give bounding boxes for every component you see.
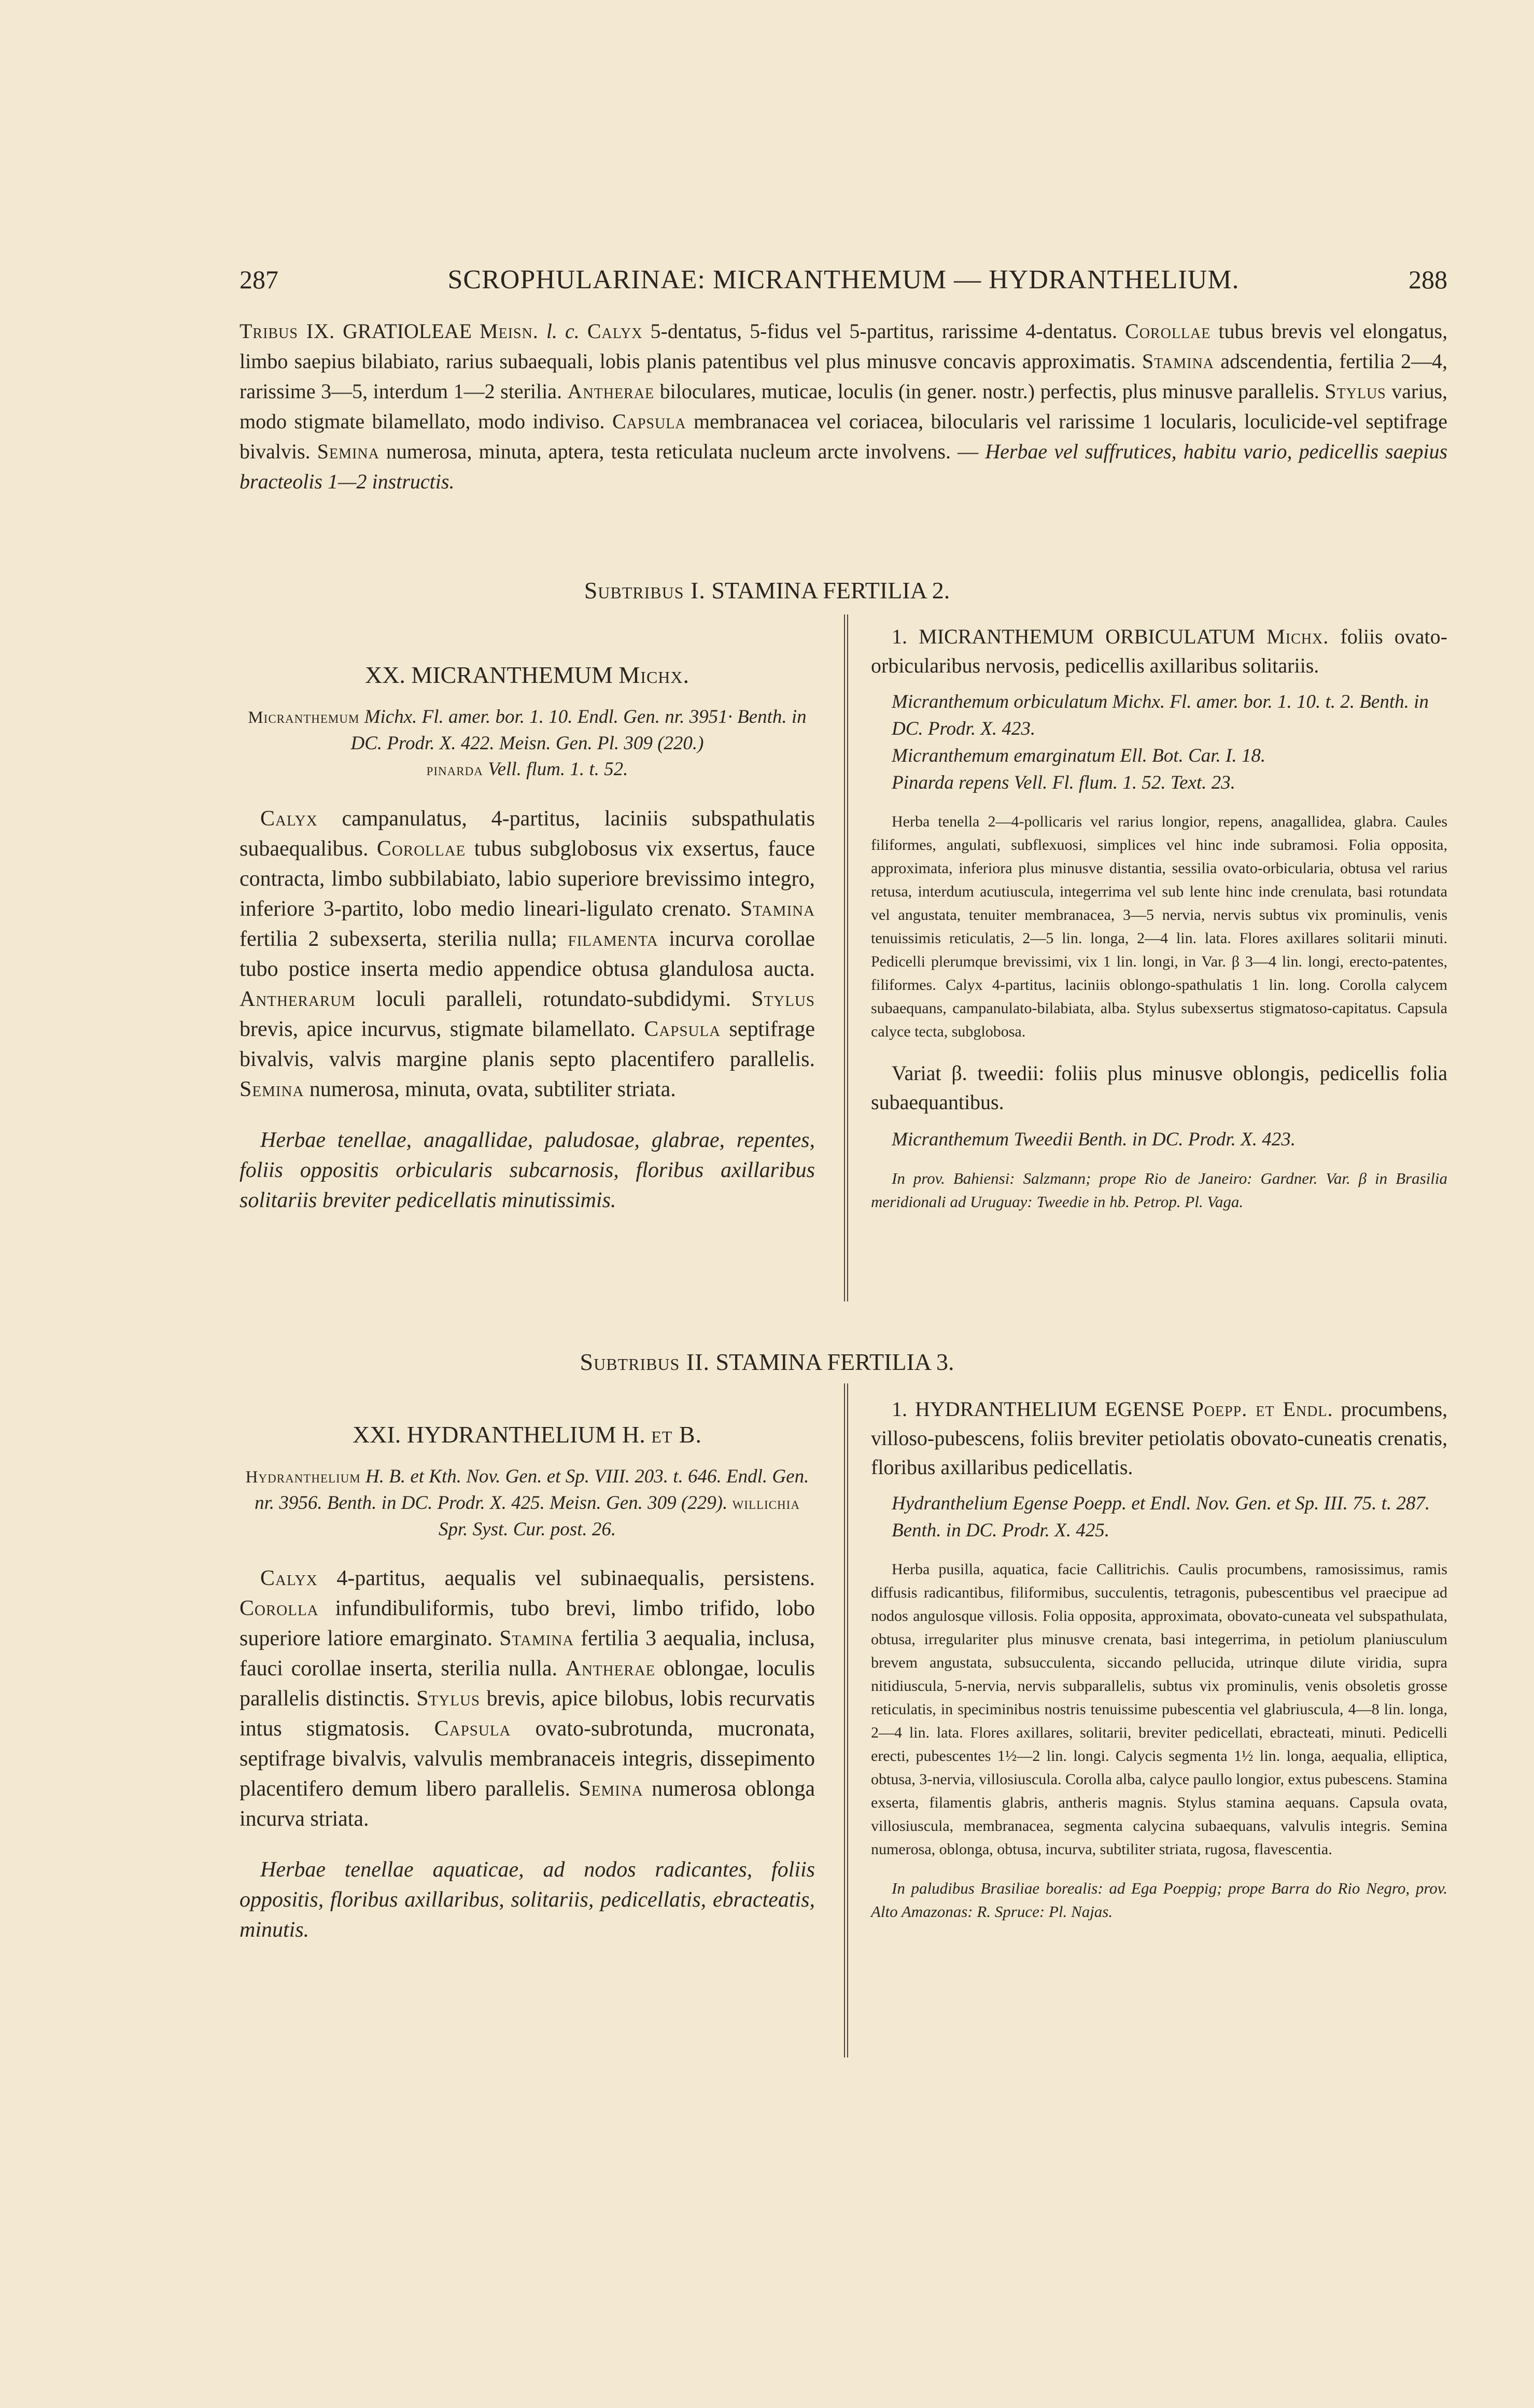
stamina-text: fertilia 3 aequalia, inclusa, fauci corollae inserta, sterilia nulla. bbox=[240, 1627, 815, 1681]
running-title: SCROPHULARINAE: MICRANTHEMUM — HYDRANTHELIUM. bbox=[447, 265, 1240, 295]
subtribus-heading-2 bbox=[0, 1348, 1534, 1376]
genus-name: XX. MICRANTHEMUM bbox=[364, 662, 613, 688]
genus-title bbox=[240, 661, 815, 689]
syn-genus-name: Micranthemum bbox=[248, 708, 360, 727]
calyx-label: Calyx bbox=[260, 1566, 318, 1590]
semina-label: Semina bbox=[317, 440, 379, 463]
filamenta-text: incurva corollae tubo postice inserta medio appendice obtusa glandulosa aucta. bbox=[240, 927, 815, 981]
capsula-text: septifrage bivalvis, valvis margine planis septo placentifero parallelis. bbox=[240, 1017, 815, 1071]
genus-xx-column bbox=[240, 661, 815, 1215]
stylus-text: brevis, apice incurvus, stigmate bilamellato. bbox=[240, 1017, 636, 1041]
genus-habit: Herbae tenellae, anagallidae, paludosae, glabrae, repentes, foliis oppositis orbicularis subcarnosis, floribus axillaribus solitariis breviter pedicellatis minutissimis. bbox=[240, 1128, 815, 1212]
corolla-text: tubus subglobosus vix exsertus, fauce contracta, limbo subbilabiato, labio superiore brevissimo integro, inferiore 3-partito, lobo medio lineari-ligulato crenato. bbox=[240, 837, 815, 921]
corolla-label: Corollae bbox=[376, 837, 466, 861]
column-divider bbox=[844, 614, 848, 1301]
semina-text: numerosa, minuta, ovata, subtiliter striata. bbox=[309, 1077, 676, 1101]
syn2-text: Spr. Syst. Cur. post. 26. bbox=[438, 1519, 616, 1540]
genus-title bbox=[240, 1421, 815, 1448]
calyx-text: campanulatus, 4-partitus, laciniis subspathulatis subaequalibus. bbox=[240, 807, 815, 861]
subtribus-name: STAMINA FERTILIA 2. bbox=[711, 577, 950, 604]
synonym-2: Micranthemum emarginatum Ell. Bot. Car. I. 18. bbox=[892, 745, 1266, 766]
genus-author: Michx. bbox=[618, 662, 690, 688]
antherae-label: Antherae bbox=[567, 380, 655, 403]
semina-text: numerosa oblonga incurva striata. bbox=[240, 1777, 815, 1831]
tribus-label: Tribus IX. bbox=[240, 319, 335, 343]
species-micranthemum-orbiculatum bbox=[871, 622, 1447, 1213]
species-name: HYDRANTHELIUM EGENSE bbox=[915, 1397, 1185, 1421]
herbae-text: Herbae vel suffrutices, habitu vario, pedicellis saepius bracteolis 1—2 instructis. bbox=[240, 440, 1448, 493]
species-author: Poepp. et Endl. bbox=[1192, 1397, 1333, 1421]
species-number: 1. bbox=[892, 1397, 907, 1421]
tribus-author: Meisn. bbox=[480, 319, 539, 343]
calyx-label: Calyx bbox=[260, 807, 318, 831]
synonym-1: Micranthemum orbiculatum Michx. Fl. amer. bor. 1. 10. t. 2. Benth. in DC. Prodr. X. 423. bbox=[892, 691, 1429, 739]
syn-text: Michx. Fl. amer. bor. 1. 10. Endl. Gen. nr. 3951· Benth. in DC. Prodr. X. 422. Meisn. Gen. Pl. 309 (220.) bbox=[350, 706, 807, 754]
stamina-text: fertilia 2 subexserta, sterilia nulla; bbox=[240, 927, 557, 951]
stylus-text: varius, modo stigmate bilamellato, modo indiviso. bbox=[240, 380, 1448, 433]
synonym-3: Pinarda repens Vell. Fl. flum. 1. 52. Text. 23. bbox=[892, 772, 1235, 793]
tribus-paragraph bbox=[240, 316, 1447, 497]
species-locality: In paludibus Brasiliae borealis: ad Ega Poeppig; prope Barra do Rio Negro, prov. Alto Amazonas: R. Spruce: Pl. Najas. bbox=[871, 1879, 1447, 1921]
syn2-genus-name: pinarda bbox=[426, 761, 483, 779]
antherarum-label: Antherarum bbox=[240, 987, 356, 1011]
species-description: Herba tenella 2—4-pollicaris vel rarius longior, repens, anagallidea, glabra. Caules filiformes, angulati, subflexuosi, simplices vel hinc inde subramosi. Folia opposita, approximata, inferiora plus minusve distantia, sessilia ovato-orbicularia, obtusa vel rarius retusa, interdum acutiuscula, integerrima vel sub lente hinc inde crenulata, basi rotundata vel angustata, tenuiter membranacea, 3—5 nervia, nervis subtus vix prominulis, venis tenuissimis reticulatis, 2—5 lin. longa, 2—4 lin. lata. Flores axillares solitarii minuti. Pedicelli plerumque brevissimi, vix 1 lin. longi, in Var. β 3—4 lin. longi, erecto-patentes, filiformes. Calyx 4-partitus, laciniis oblongo-spathulatis 1 lin. long. Corolla calycem subaequans, campanulato-bilabiata, alba. Stylus subexsertus stigmatoso-capitatus. Capsula calyce tecta, subglobosa. bbox=[871, 813, 1447, 1040]
genus-synonymy bbox=[240, 704, 815, 783]
corolla-text: infundibuliformis, tubo brevi, limbo trifido, lobo superiore latiore emarginato. bbox=[240, 1597, 815, 1650]
subtribus-name: STAMINA FERTILIA 3. bbox=[715, 1349, 954, 1375]
stylus-label: Stylus bbox=[416, 1687, 481, 1711]
antherae-text: biloculares, muticae, loculis (in gener. nostr.) perfectis, plus minusve parallelis. bbox=[659, 380, 1319, 403]
tribus-name: GRATIOLEAE bbox=[343, 319, 472, 343]
semina-label: Semina bbox=[240, 1077, 304, 1101]
stylus-label: Stylus bbox=[1325, 380, 1386, 403]
subtribus-label: Subtribus I. bbox=[584, 577, 706, 604]
genus-habit: Herbae tenellae aquaticae, ad nodos radicantes, foliis oppositis, floribus axillaribus, solitariis, pedicellatis, ebracteatis, minutis. bbox=[240, 1858, 815, 1942]
variety-synonym: Micranthemum Tweedii Benth. in DC. Prodr. X. 423. bbox=[892, 1129, 1296, 1150]
subtribus-heading-1 bbox=[0, 577, 1534, 604]
species-heading bbox=[871, 622, 1447, 680]
corolla-text: tubus brevis vel elongatus, limbo saepius bilabiato, rarius subaequali, lobis planis patentibus vel plus minusve concavis approximatis. bbox=[240, 319, 1448, 373]
calyx-text: 4-partitus, aequalis vel subinaequalis, persistens. bbox=[336, 1566, 815, 1590]
stamina-text: adscendentia, fertilia 2—4, rarissime 3—5, interdum 1—2 sterilia. bbox=[240, 349, 1447, 403]
stylus-text: brevis, apice bilobus, lobis recurvatis intus stigmatosis. bbox=[240, 1687, 815, 1741]
species-author: Michx. bbox=[1266, 625, 1329, 648]
species-synonymy bbox=[892, 689, 1447, 796]
corolla-label: Corolla bbox=[240, 1597, 319, 1620]
semina-label: Semina bbox=[579, 1777, 643, 1801]
capsula-label: Capsula bbox=[644, 1017, 721, 1041]
page-number-right: 288 bbox=[1409, 265, 1447, 294]
stamina-label: Stamina bbox=[740, 897, 815, 921]
species-diagnosis: foliis ovato-orbicularibus nervosis, pedicellis axillaribus solitariis. bbox=[871, 625, 1447, 677]
genus-xxi-column bbox=[240, 1421, 815, 1945]
page-number-left: 287 bbox=[240, 265, 278, 294]
species-diagnosis: procumbens, villoso-pubescens, foliis breviter petiolatis obovato-cuneatis crenatis, floribus axillaribus pedicellatis. bbox=[871, 1397, 1448, 1479]
genus-description bbox=[240, 804, 815, 1104]
genus-description bbox=[240, 1563, 815, 1834]
calyx-label: Calyx bbox=[587, 319, 643, 343]
species-synonymy: Hydranthelium Egense Poepp. et Endl. Nov. Gen. et Sp. III. 75. t. 287. Benth. in DC. Prodr. X. 425. bbox=[892, 1493, 1430, 1541]
stamina-label: Stamina bbox=[1142, 349, 1214, 373]
species-number: 1. bbox=[892, 625, 907, 648]
tribus-ref: l. c. bbox=[546, 319, 580, 343]
genus-name: XXI. HYDRANTHELIUM H. bbox=[353, 1421, 645, 1448]
genus-synonymy bbox=[240, 1464, 815, 1543]
syn-genus-name: Hydranthelium bbox=[245, 1468, 361, 1487]
species-name: MICRANTHEMUM ORBICULATUM bbox=[919, 625, 1256, 648]
variety-text: Variat β. tweedii: foliis plus minusve oblongis, pedicellis folia subaequantibus. bbox=[871, 1061, 1447, 1114]
capsula-text: membranacea vel coriacea, bilocularis vel rarissime 1 locularis, loculicide-vel septifrage bivalvis. bbox=[240, 410, 1447, 463]
species-hydranthelium-egense bbox=[871, 1395, 1447, 1923]
species-locality: In prov. Bahiensi: Salzmann; prope Rio de Janeiro: Gardner. Var. β in Brasilia meridionali ad Uruguay: Tweedie in hb. Petrop. Pl. Vaga. bbox=[871, 1169, 1447, 1211]
genus-author: et B. bbox=[651, 1421, 702, 1448]
species-description: Herba pusilla, aquatica, facie Callitrichis. Caulis procumbens, ramosissimus, ramis diffusis radicantibus, filiformibus, succulentis, tetragonis, pubescentibus vel praecipue ad nodos angulosque villosis. Folia opposita, approximata, obovato-cuneata vel subspathulata, obtusa, irregulariter plus minusve crenata, basi integerrima, in petiolum planiusculum brevem angustata, subsucculenta, siccando pellucida, utrinque dilute viridia, supra nitidiuscula, 5-nervia, nervis subparallelis, subtus vix prominulis, venis obsoletis grosse reticulatis, in speciminibus nostris tenuissime pubescentia vel glabriuscula, 4—8 lin. longa, 2—4 lin. lata. Flores axillares, solitarii, breviter pedicellati, ebracteati, minuti. Pedicelli erecti, pubescentes 1½—2 lin. longi. Calycis segmenta 1½ lin. longa, aequalia, elliptica, obtusa, 3-nervia, villosiuscula. Corolla alba, calyce paullo longior, extus pubescens. Stamina exserta, filamentis glabris, antheris magnis. Stylus stamina aequans. Capsula ovata, villosiuscula, membranacea, segmenta calycina subaequans, valvulis integris. Semina numerosa, oblonga, obtusa, incurva, subtiliter striata, rugosa, flavescentia. bbox=[871, 1561, 1447, 1858]
corolla-label: Corollae bbox=[1125, 319, 1211, 343]
syn-text: H. B. et Kth. Nov. Gen. et Sp. VIII. 203. t. 646. Endl. Gen. nr. 3956. Benth. in DC. Prodr. X. 425. Meisn. Gen. 309 (229). bbox=[255, 1466, 809, 1514]
semina-text: numerosa, minuta, aptera, testa reticulata nucleum arcte involvens. — bbox=[386, 440, 979, 463]
species-heading bbox=[871, 1395, 1447, 1482]
capsula-label: Capsula bbox=[612, 410, 686, 433]
syn2-genus-name: willichia bbox=[732, 1494, 800, 1513]
stamina-label: Stamina bbox=[499, 1627, 574, 1650]
capsula-text: ovato-subrotunda, mucronata, septifrage bivalvis, valvulis membranaceis integris, dissepimento placentifero demum libero parallelis. bbox=[240, 1717, 815, 1801]
filamenta-label: filamenta bbox=[568, 927, 658, 951]
antherae-text: oblongae, loculis parallelis distinctis. bbox=[240, 1657, 815, 1711]
antherae-label: Antherae bbox=[565, 1657, 656, 1681]
syn2-text: Vell. flum. 1. t. 52. bbox=[488, 759, 628, 780]
column-divider bbox=[844, 1383, 848, 2057]
antherarum-text: loculi paralleli, rotundato-subdidymi. bbox=[376, 987, 731, 1011]
running-header bbox=[240, 264, 1447, 311]
stylus-label: Stylus bbox=[751, 987, 815, 1011]
calyx-text: 5-dentatus, 5-fidus vel 5-partitus, rarissime 4-dentatus. bbox=[650, 319, 1117, 343]
capsula-label: Capsula bbox=[434, 1717, 511, 1741]
subtribus-label: Subtribus II. bbox=[580, 1349, 710, 1375]
